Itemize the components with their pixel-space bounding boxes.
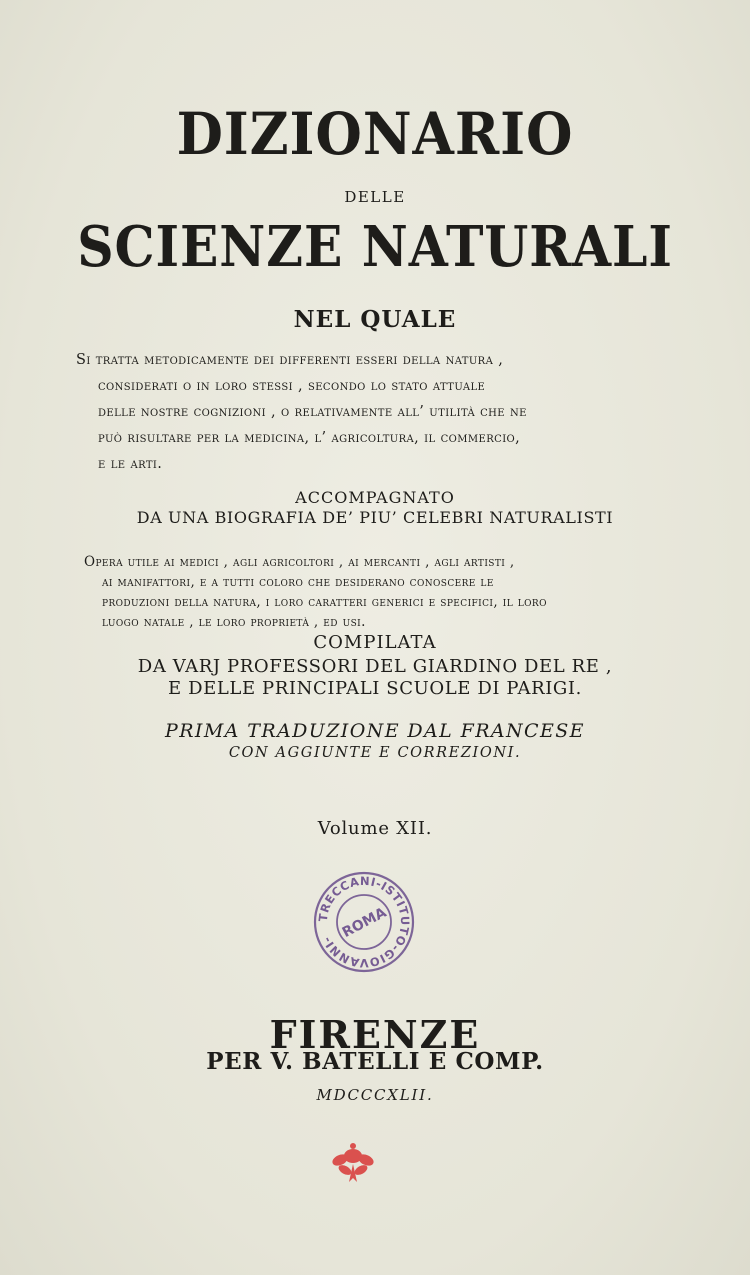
description-line: delle nostre cognizioni , o relativamente all’ utilità che ne — [98, 404, 527, 420]
description-line: può risultare per la medicina, l’ agricoltura, il commercio, — [98, 430, 521, 446]
compiled-line: E DELLE PRINCIPALI SCUOLE DI PARIGI. — [168, 678, 582, 699]
compiled-line: DA VARJ PROFESSORI DEL GIARDINO DEL RE , — [137, 656, 613, 677]
utility-line: luogo natale , le loro proprietà , ed usi. — [102, 614, 366, 630]
book-title: DIZIONARIO — [176, 100, 574, 168]
description-line: Si tratta metodicamente dei differenti esseri della natura , — [76, 352, 504, 368]
compiled-heading: COMPILATA — [313, 632, 437, 653]
publication-city: FIRENZE — [269, 1012, 481, 1057]
utility-line: ai manifattori, e a tutti coloro che desiderano conoscere le — [102, 574, 494, 590]
description-line: considerati o in loro stessi , secondo lo stato attuale — [98, 378, 486, 394]
stamp-center-text: ROMA — [339, 904, 390, 942]
printer-ornament-icon — [325, 1138, 381, 1188]
publisher-name: PER V. BATELLI E COMP. — [206, 1048, 544, 1075]
translation-heading: PRIMA TRADUZIONE DAL FRANCESE — [165, 720, 585, 742]
utility-line: produzioni della natura, i loro caratteri generici e specifici, il loro — [102, 594, 547, 610]
library-stamp — [312, 870, 416, 974]
volume-number: Volume XII. — [317, 818, 433, 839]
stamp-ring-text: TRECCANI-ISTITUTO-GIOVANNI- — [315, 873, 413, 971]
translation-note: CON AGGIUNTE E CORREZIONI. — [228, 745, 522, 761]
publication-year: MDCCCXLII. — [316, 1086, 434, 1104]
accompanied-heading: ACCOMPAGNATO — [295, 488, 455, 507]
nel-quale-heading: NEL QUALE — [293, 306, 457, 333]
biography-line: DA UNA BIOGRAFIA DE’ PIU’ CELEBRI NATURALISTI — [136, 508, 614, 527]
book-subtitle: SCIENZE NATURALI — [77, 214, 673, 280]
utility-line: Opera utile ai medici , agli agricoltori , ai mercanti , agli artisti , — [84, 554, 515, 570]
description-line: e le arti. — [98, 456, 163, 472]
title-connector: DELLE — [344, 188, 406, 206]
